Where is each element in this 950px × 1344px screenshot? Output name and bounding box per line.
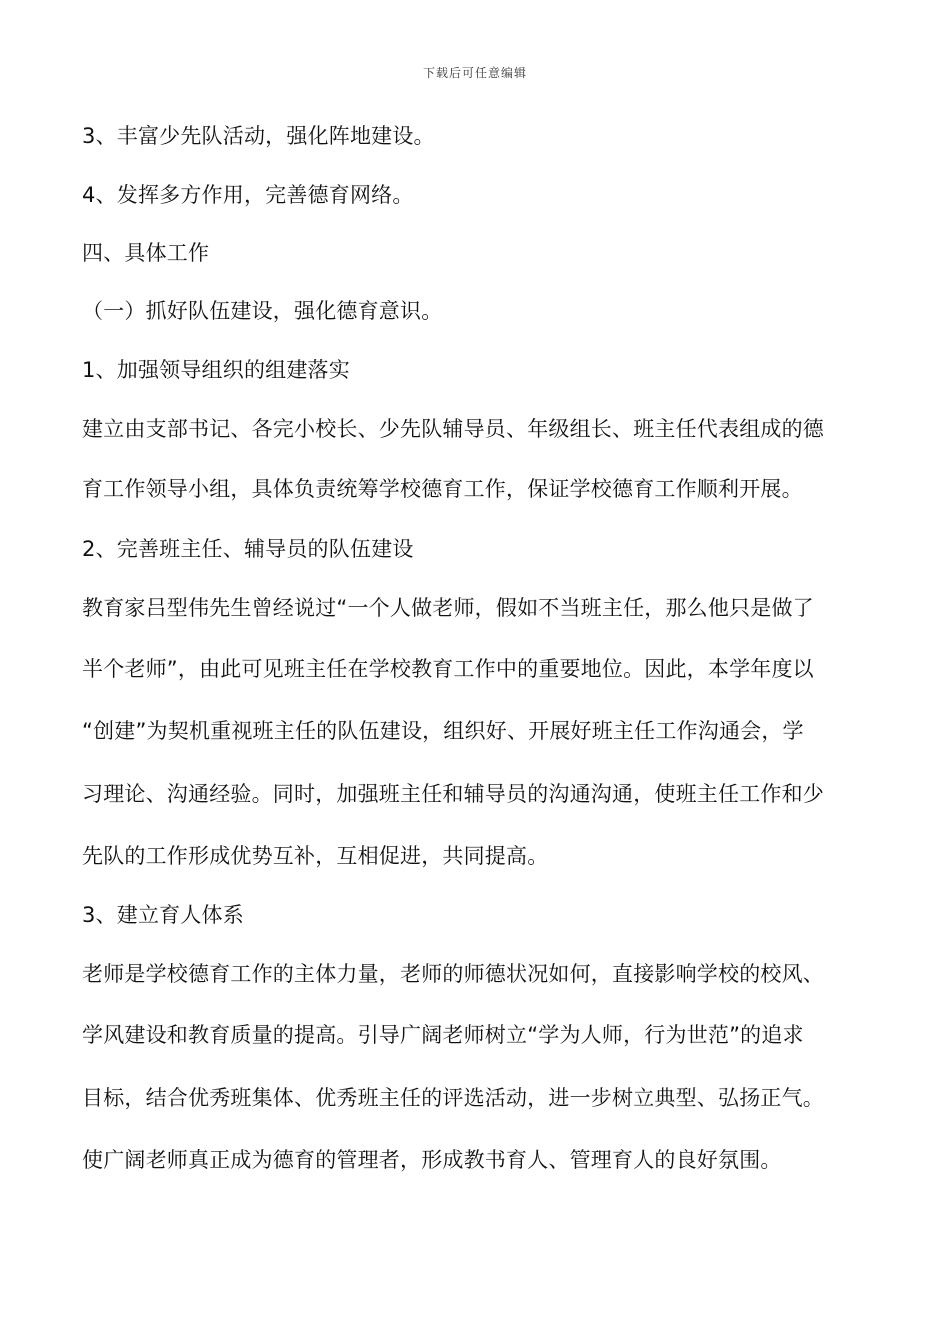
paragraph-line: 学风建设和教育质量的提高。引导广阔老师树立“学为人师，行为世范”的追求	[82, 1023, 804, 1047]
text-line-2: 4、发挥多方作用，完善德育网络。	[82, 183, 414, 207]
text-line-1: 3、丰富少先队活动，强化阵地建设。	[82, 124, 435, 148]
item-heading-3: 3、建立育人体系	[82, 903, 244, 927]
paragraph-line: 使广阔老师真正成为德育的管理者，形成教书育人、管理育人的良好氛围。	[82, 1148, 782, 1172]
paragraph-line: “创建”为契机重视班主任的队伍建设，组织好、开展好班主任工作沟通会，学	[82, 719, 804, 743]
section-heading: 四、具体工作	[82, 241, 210, 265]
page-header: 下载后可任意编辑	[422, 66, 527, 80]
paragraph-line: 目标，结合优秀班集体、优秀班主任的评选活动，进一步树立典型、弘扬正气。	[82, 1086, 824, 1110]
item-heading-2: 2、完善班主任、辅导员的队伍建设	[82, 537, 414, 561]
item-heading-1: 1、加强领导组织的组建落实	[82, 358, 350, 382]
paragraph-line: 先队的工作形成优势互补，互相促进，共同提高。	[82, 844, 549, 868]
subsection-heading: （一）抓好队伍建设，强化德育意识。	[82, 299, 443, 323]
paragraph-line: 老师是学校德育工作的主体力量，老师的师德状况如何，直接影响学校的校风、	[82, 962, 824, 986]
paragraph-line: 教育家吕型伟先生曾经说过“一个人做老师，假如不当班主任，那么他只是做了	[82, 596, 814, 620]
paragraph-line: 习理论、沟通经验。同时，加强班主任和辅导员的沟通沟通，使班主任工作和少	[82, 782, 824, 806]
paragraph-line: 建立由支部书记、各完小校长、少先队辅导员、年级组长、班主任代表组成的德	[82, 417, 824, 441]
paragraph-line: 育工作领导小组，具体负责统筹学校德育工作，保证学校德育工作顺利开展。	[82, 477, 803, 501]
paragraph-line: 半个老师”，由此可见班主任在学校教育工作中的重要地位。因此，本学年度以	[82, 657, 814, 681]
